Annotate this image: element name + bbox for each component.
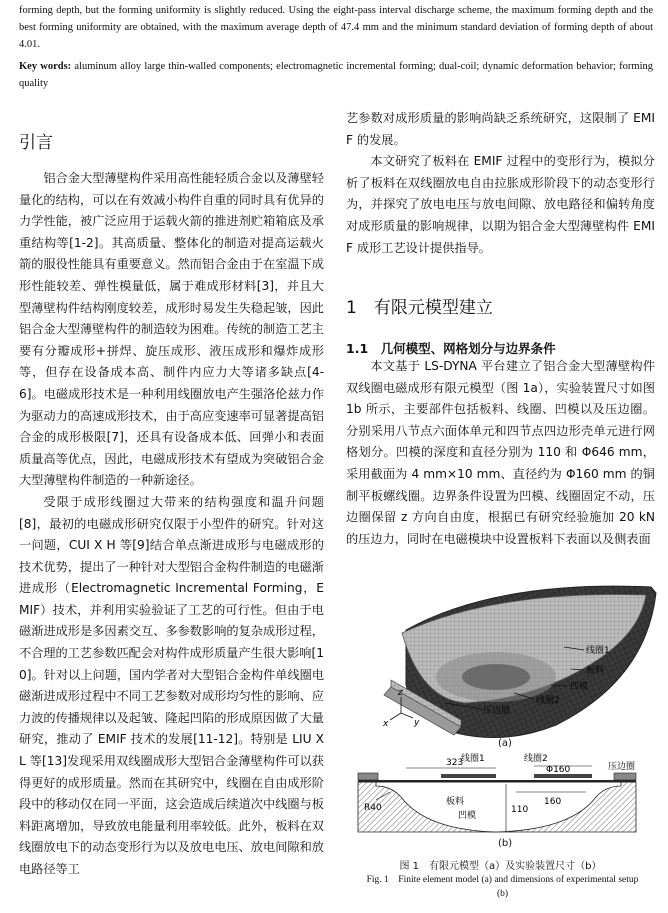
label-dim323: 323 xyxy=(446,758,464,768)
label-blankholder-b: 压边圈 xyxy=(608,762,636,772)
figure-1a-fe-model xyxy=(346,585,658,745)
section1-text xyxy=(346,356,655,550)
intro-heading: 引言 xyxy=(19,133,53,153)
label-coil1: 线圈1 xyxy=(586,646,610,656)
section1-subheading: 1.1 几何模型、网格划分与边界条件 xyxy=(346,341,556,356)
axis-y: y xyxy=(414,718,420,728)
blankholder-right xyxy=(614,773,636,780)
figure-1-caption-zh: 图 1 有限元模型（a）及实验装置尺寸（b） xyxy=(399,861,602,872)
figure-1b-caption: (b) xyxy=(498,838,513,849)
intro-paragraph-2: 受限于成形线圈过大带来的结构强度和温升问题[8]，最初的电磁成形研究仅限于小型件的研究。针对这一问题，CUI X H 等[9]结合单点渐进成形与电磁成形的技术优势，提出了一种针对大型铝合金构件制造的电磁渐进成形（Electromagnetic Incremental Forming，EMIF）技术，并利用实验验证了工艺的可行性。但由于电磁渐进成形是多因素交互、多参数影响的复杂成形过程，不合理的工艺参数匹配会对构件成形质量产生很大影响[10]。针对以上问题，国内学者对大型铝合金构件单线圈电磁渐进成形过程中不同工艺参数对成形均匀性的影响、应力波的传播规律以及起皱、隆起凹陷的形成原因做了大量研究，推动了 EMIF 技术的发展[11-12]。特别是 LIU X L 等[13]发现采用双线圈成形大型铝合金薄壁构件可以获得更好的成形质量。然而在其研究中，线圈在自由成形阶段中的移动仅在同一平面，这会造成后续道次中线圈与板料距离增加，导致放电能量利用率较低。此外，板料在双线圈放电下的动态变形行为以及放电电压、放电间隙和放电路径等工 xyxy=(19,494,325,876)
intro-paragraph-1: 铝合金大型薄壁构件采用高性能轻质合金以及薄壁轻量化的结构，可以在有效减小构件自重的同时具有优异的力学性能，被广泛应用于运载火箭的推进剂贮箱箱底及承重结构等[1-2]。其高质量、整体化的制造对提高运载火箭的服役性能具有重要意义。然而铝合金由于在室温下成形性能较差、弹性模量低，属于难成形材料[3]，并且大型薄壁构件结构刚度较差，成形时易发生失稳起皱，因此铝合金大型薄壁构件的制造较为困难。传统的制造工艺主要有分瓣成形+拼焊、旋压成形、液压成形和爆炸成形等，但存在设备成本高、制件内应力大等诸多缺点[4-6]。电磁成形技术是一种利用线圈放电产生强洛伦兹力作为驱动力的高速成形技术，由于高应变速率可显著提高铝合金的成形极限[7]，还具有设备成本低、回弹小和表面质量高等优点，因此，电磁成形技术有望成为突破铝合金大型薄壁构件制造的一种新途径。 xyxy=(19,171,325,488)
label-blankholder: 压边圈 xyxy=(483,706,511,716)
axis-z: z xyxy=(398,688,403,698)
axis-x: x xyxy=(383,719,389,729)
label-die-b: 凹模 xyxy=(458,811,477,821)
left-column xyxy=(19,168,324,881)
coil1-shape xyxy=(441,774,496,778)
label-sheet: 板料 xyxy=(586,666,605,676)
label-coil2-b: 线圈2 xyxy=(524,754,548,764)
label-dim160: 160 xyxy=(544,797,562,807)
intro-paragraph-2-cont: 艺参数对成形质量的影响尚缺乏系统研究，这限制了 EMIF 的发展。 xyxy=(346,111,655,147)
figure-1b-dimensions xyxy=(346,752,658,842)
label-r40: R40 xyxy=(364,803,382,813)
blankholder-left xyxy=(358,773,378,780)
keywords-text: aluminum alloy large thin-walled components; electromagnetic incremental forming; dual-coil; dynamic deformation behavior; forming quality xyxy=(19,61,653,89)
section1-heading: 1 有限元模型建立 xyxy=(346,298,493,318)
keywords-label: Key words: xyxy=(19,61,72,72)
keywords xyxy=(19,58,653,92)
intro-paragraph-3: 本文研究了板料在 EMIF 过程中的变形行为，模拟分析了板料在双线圈放电自由拉胀成形阶段下的动态变形行为，并探究了放电电压与放电间隙、放电路径和偏转角度对成形质量的影响规律，以期为铝合金大型薄壁构件 EMIF 成形工艺设计提供指导。 xyxy=(346,154,655,255)
section1-paragraph: 本文基于 LS-DYNA 平台建立了铝合金大型薄壁构件双线圈电磁成形有限元模型（图 1a），实验装置尺寸如图 1b 所示，主要部件包括板料、线圈、凹模以及压边圈。分别采用八节点六面体单元和四节点四边形壳单元进行网格划分。凹模的深度和直径分别为 110 和 Φ646 mm，采用截面为 4 mm×10 mm、直径约为 Φ160 mm 的铜制平板螺线圈。边界条件设置为凹模、线圈固定不动，压边圈保留 z 方向自由度，根据已有研究经验施加 20 kN 的压边力，同时在电磁模块中设置板料下表面以及侧表面 xyxy=(346,359,655,546)
label-sheet-b: 板料 xyxy=(446,797,465,807)
label-coil1-b: 线圈1 xyxy=(461,754,485,764)
figure-1-caption-en: Fig. 1 Finite element model (a) and dimensions of experimental setup (b) xyxy=(366,875,639,899)
die-cross-section xyxy=(358,782,636,832)
label-die: 凹模 xyxy=(570,682,589,692)
label-phi160: Φ160 xyxy=(546,765,571,775)
abstract-tail: forming depth, but the forming uniformity is slightly reduced. Using the eight-pass interval discharge scheme, the maximum forming depth and the best forming uniformity are obtained, with the maximum average depth of 47.4 mm and the minimum standard deviation of forming depth of about 4.01. xyxy=(19,5,653,50)
figure-1a-caption: (a) xyxy=(498,738,512,749)
sheet-line xyxy=(358,780,636,783)
label-coil2: 线圈2 xyxy=(536,696,560,706)
right-column-top xyxy=(346,108,655,259)
label-dim110: 110 xyxy=(511,805,529,815)
